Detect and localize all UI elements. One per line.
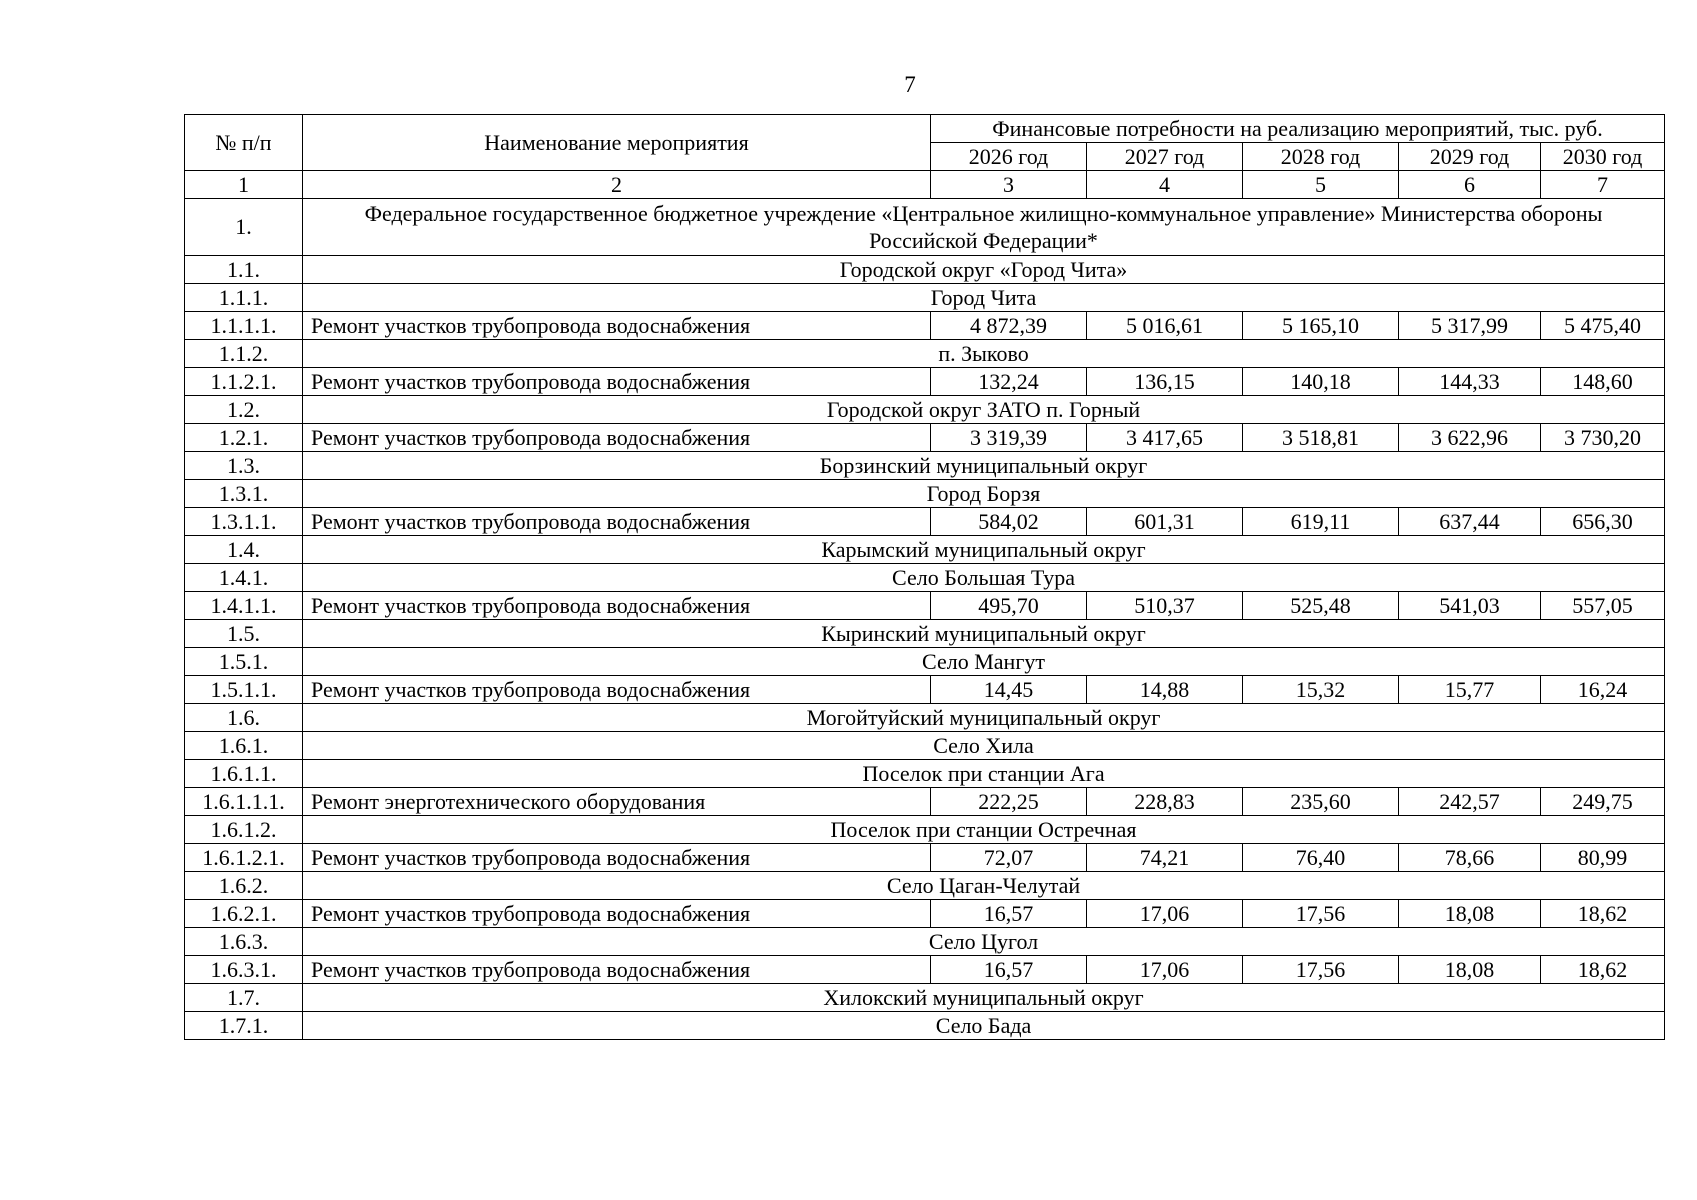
amount-cell: 74,21 — [1087, 844, 1243, 872]
amount-cell: 16,24 — [1541, 676, 1665, 704]
section-title: Город Борзя — [303, 480, 1665, 508]
column-number: 7 — [1541, 171, 1665, 199]
section-title: Поселок при станции Ага — [303, 760, 1665, 788]
column-number: 5 — [1243, 171, 1399, 199]
amount-cell: 3 417,65 — [1087, 424, 1243, 452]
amount-cell: 584,02 — [931, 508, 1087, 536]
column-number: 2 — [303, 171, 931, 199]
section-title: Город Чита — [303, 284, 1665, 312]
section-row — [185, 536, 1665, 564]
amount-cell: 148,60 — [1541, 368, 1665, 396]
row-number: 1.1.1. — [185, 284, 303, 312]
table-row — [185, 312, 1665, 340]
row-number: 1.4.1.1. — [185, 592, 303, 620]
row-number: 1.3.1. — [185, 480, 303, 508]
section-row — [185, 452, 1665, 480]
section-title: Карымский муниципальный округ — [303, 536, 1665, 564]
section-row — [185, 1012, 1665, 1040]
activity-name: Ремонт участков трубопровода водоснабжения — [303, 424, 931, 452]
section-row — [185, 256, 1665, 284]
row-number: 1.5. — [185, 620, 303, 648]
amount-cell: 222,25 — [931, 788, 1087, 816]
activity-name: Ремонт участков трубопровода водоснабжения — [303, 844, 931, 872]
amount-cell: 242,57 — [1399, 788, 1541, 816]
header-row — [185, 115, 1665, 143]
amount-cell: 557,05 — [1541, 592, 1665, 620]
amount-cell: 18,62 — [1541, 900, 1665, 928]
amount-cell: 136,15 — [1087, 368, 1243, 396]
column-number: 6 — [1399, 171, 1541, 199]
amount-cell: 235,60 — [1243, 788, 1399, 816]
amount-cell: 228,83 — [1087, 788, 1243, 816]
amount-cell: 495,70 — [931, 592, 1087, 620]
amount-cell: 249,75 — [1541, 788, 1665, 816]
amount-cell: 132,24 — [931, 368, 1087, 396]
amount-cell: 510,37 — [1087, 592, 1243, 620]
column-number: 1 — [185, 171, 303, 199]
section-title: Кыринский муниципальный округ — [303, 620, 1665, 648]
row-number: 1.1.1.1. — [185, 312, 303, 340]
section-title: Поселок при станции Остречная — [303, 816, 1665, 844]
section-title: Село Бада — [303, 1012, 1665, 1040]
section-title: Село Хила — [303, 732, 1665, 760]
section-row — [185, 760, 1665, 788]
section-title: Федеральное государственное бюджетное учреждение «Центральное жилищно-коммунальное управление» Министерства обороны Российской Федерации* — [303, 199, 1665, 256]
amount-cell: 17,56 — [1243, 956, 1399, 984]
amount-cell: 72,07 — [931, 844, 1087, 872]
amount-cell: 15,77 — [1399, 676, 1541, 704]
section-title: Хилокский муниципальный округ — [303, 984, 1665, 1012]
amount-cell: 18,08 — [1399, 900, 1541, 928]
amount-cell: 541,03 — [1399, 592, 1541, 620]
row-number: 1. — [185, 199, 303, 256]
row-number: 1.6.3. — [185, 928, 303, 956]
amount-cell: 18,08 — [1399, 956, 1541, 984]
section-title: Городской округ «Город Чита» — [303, 256, 1665, 284]
header-name: Наименование мероприятия — [303, 115, 931, 171]
activity-name: Ремонт участков трубопровода водоснабжения — [303, 676, 931, 704]
header-financial-needs: Финансовые потребности на реализацию мероприятий, тыс. руб. — [931, 115, 1665, 143]
amount-cell: 619,11 — [1243, 508, 1399, 536]
section-row — [185, 340, 1665, 368]
table-row — [185, 900, 1665, 928]
section-row — [185, 928, 1665, 956]
amount-cell: 17,56 — [1243, 900, 1399, 928]
header-num: № п/п — [185, 115, 303, 171]
section-row — [185, 872, 1665, 900]
section-title: Село Цугол — [303, 928, 1665, 956]
row-number: 1.5.1.1. — [185, 676, 303, 704]
amount-cell: 76,40 — [1243, 844, 1399, 872]
amount-cell: 14,88 — [1087, 676, 1243, 704]
row-number: 1.3.1.1. — [185, 508, 303, 536]
header-year: 2026 год — [931, 143, 1087, 171]
section-row — [185, 620, 1665, 648]
section-row — [185, 480, 1665, 508]
header-year: 2028 год — [1243, 143, 1399, 171]
amount-cell: 15,32 — [1243, 676, 1399, 704]
table-row — [185, 956, 1665, 984]
amount-cell: 5 317,99 — [1399, 312, 1541, 340]
amount-cell: 3 518,81 — [1243, 424, 1399, 452]
row-number: 1.4.1. — [185, 564, 303, 592]
row-number: 1.6.2. — [185, 872, 303, 900]
activity-name: Ремонт участков трубопровода водоснабжения — [303, 368, 931, 396]
table-row — [185, 676, 1665, 704]
row-number: 1.6.1.1.1. — [185, 788, 303, 816]
section-title: Городской округ ЗАТО п. Горный — [303, 396, 1665, 424]
amount-cell: 3 622,96 — [1399, 424, 1541, 452]
amount-cell: 3 319,39 — [931, 424, 1087, 452]
row-number: 1.2. — [185, 396, 303, 424]
section-title: п. Зыково — [303, 340, 1665, 368]
budget-table — [184, 114, 1665, 1040]
header-year: 2027 год — [1087, 143, 1243, 171]
section-title: Село Мангут — [303, 648, 1665, 676]
section-row — [185, 984, 1665, 1012]
page-number: 7 — [904, 72, 916, 97]
amount-cell: 656,30 — [1541, 508, 1665, 536]
table-row — [185, 368, 1665, 396]
row-number: 1.1. — [185, 256, 303, 284]
section-row — [185, 564, 1665, 592]
row-number: 1.6.3.1. — [185, 956, 303, 984]
section-title: Село Большая Тура — [303, 564, 1665, 592]
amount-cell: 18,62 — [1541, 956, 1665, 984]
amount-cell: 140,18 — [1243, 368, 1399, 396]
row-number: 1.1.2. — [185, 340, 303, 368]
section-title: Борзинский муниципальный округ — [303, 452, 1665, 480]
section-row — [185, 199, 1665, 256]
amount-cell: 5 165,10 — [1243, 312, 1399, 340]
column-number: 3 — [931, 171, 1087, 199]
row-number: 1.1.2.1. — [185, 368, 303, 396]
amount-cell: 525,48 — [1243, 592, 1399, 620]
amount-cell: 17,06 — [1087, 956, 1243, 984]
row-number: 1.6.1.2.1. — [185, 844, 303, 872]
table-row — [185, 844, 1665, 872]
section-row — [185, 648, 1665, 676]
section-title: Село Цаган-Челутай — [303, 872, 1665, 900]
row-number: 1.6. — [185, 704, 303, 732]
activity-name: Ремонт участков трубопровода водоснабжения — [303, 312, 931, 340]
amount-cell: 601,31 — [1087, 508, 1243, 536]
section-title: Могойтуйский муниципальный округ — [303, 704, 1665, 732]
amount-cell: 78,66 — [1399, 844, 1541, 872]
row-number: 1.6.2.1. — [185, 900, 303, 928]
row-number: 1.7.1. — [185, 1012, 303, 1040]
amount-cell: 637,44 — [1399, 508, 1541, 536]
amount-cell: 17,06 — [1087, 900, 1243, 928]
header-year: 2030 год — [1541, 143, 1665, 171]
row-number: 1.6.1. — [185, 732, 303, 760]
table-row — [185, 424, 1665, 452]
amount-cell: 80,99 — [1541, 844, 1665, 872]
amount-cell: 5 016,61 — [1087, 312, 1243, 340]
row-number: 1.2.1. — [185, 424, 303, 452]
amount-cell: 16,57 — [931, 900, 1087, 928]
activity-name: Ремонт участков трубопровода водоснабжения — [303, 508, 931, 536]
amount-cell: 5 475,40 — [1541, 312, 1665, 340]
section-row — [185, 396, 1665, 424]
section-row — [185, 732, 1665, 760]
activity-name: Ремонт энерготехнического оборудования — [303, 788, 931, 816]
amount-cell: 16,57 — [931, 956, 1087, 984]
amount-cell: 3 730,20 — [1541, 424, 1665, 452]
row-number: 1.6.1.1. — [185, 760, 303, 788]
table-row — [185, 592, 1665, 620]
row-number: 1.5.1. — [185, 648, 303, 676]
row-number: 1.3. — [185, 452, 303, 480]
table-row — [185, 508, 1665, 536]
column-number: 4 — [1087, 171, 1243, 199]
activity-name: Ремонт участков трубопровода водоснабжения — [303, 956, 931, 984]
activity-name: Ремонт участков трубопровода водоснабжения — [303, 900, 931, 928]
amount-cell: 14,45 — [931, 676, 1087, 704]
row-number: 1.7. — [185, 984, 303, 1012]
section-row — [185, 816, 1665, 844]
amount-cell: 4 872,39 — [931, 312, 1087, 340]
row-number: 1.4. — [185, 536, 303, 564]
amount-cell: 144,33 — [1399, 368, 1541, 396]
section-row — [185, 284, 1665, 312]
table-row — [185, 788, 1665, 816]
header-year: 2029 год — [1399, 143, 1541, 171]
section-row — [185, 704, 1665, 732]
column-numbers-row — [185, 171, 1665, 199]
activity-name: Ремонт участков трубопровода водоснабжения — [303, 592, 931, 620]
row-number: 1.6.1.2. — [185, 816, 303, 844]
